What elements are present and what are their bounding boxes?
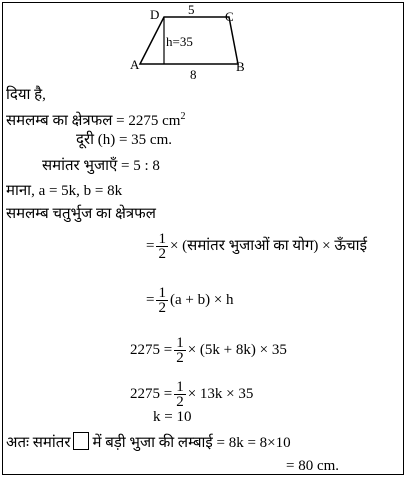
step2-rest: × 13k × 35: [187, 385, 254, 402]
numerator: 1: [158, 231, 166, 247]
fraction-half: [156, 286, 168, 315]
height-label: h=35: [166, 34, 193, 49]
fraction-half: [156, 232, 168, 261]
numerator: 1: [176, 379, 184, 395]
bottom-side-label: 8: [190, 67, 197, 80]
label-d: D: [150, 7, 160, 22]
denominator: 2: [158, 246, 166, 262]
conclusion-post: में बड़ी भुजा की लम्बाई = 8k = 8×10: [92, 435, 291, 451]
trap-area-line: समलम्ब चतुर्भुज का क्षेत्रफल: [6, 206, 156, 222]
conclusion-line: [6, 432, 291, 452]
area-text: समलम्ब का क्षेत्रफल = 2275 cm: [6, 113, 181, 129]
distance-line: दूरी (h) = 35 cm.: [76, 132, 173, 148]
fraction-half: [174, 380, 186, 409]
trapezium-symbol: [73, 432, 89, 450]
label-c: C: [225, 9, 234, 24]
ratio-line: समांतर भुजाएँ = 5 : 8: [42, 158, 160, 174]
formula1-eq: =: [146, 237, 155, 254]
step1: [130, 336, 287, 365]
numerator: 1: [176, 335, 184, 351]
numerator: 1: [158, 285, 166, 301]
formula2: [146, 286, 234, 315]
step2-lhs: 2275 =: [130, 385, 173, 402]
trapezium-diagram: [0, 0, 408, 80]
final-answer: = 80 cm.: [286, 458, 340, 474]
denominator: 2: [176, 394, 184, 410]
formula1-rest: × (समांतर भुजाओं का योग) × ऊँचाई: [169, 237, 367, 254]
area-line: [6, 108, 185, 130]
formula1: [146, 232, 367, 261]
step1-rest: × (5k + 8k) × 35: [187, 341, 287, 358]
step2: [130, 380, 253, 409]
formula2-eq: =: [146, 291, 155, 308]
denominator: 2: [176, 350, 184, 366]
label-a: A: [130, 57, 140, 72]
step1-lhs: 2275 =: [130, 341, 173, 358]
area-sup: 2: [180, 111, 186, 122]
fraction-half: [174, 336, 186, 365]
top-side-label: 5: [188, 2, 195, 17]
label-b: B: [236, 59, 245, 74]
assume-line: माना, a = 5k, b = 8k: [6, 183, 123, 199]
formula2-rest: (a + b) × h: [169, 291, 234, 308]
conclusion-pre: अतः समांतर: [6, 435, 71, 451]
denominator: 2: [158, 300, 166, 316]
k-value: k = 10: [153, 409, 192, 425]
given-line: दिया है,: [6, 87, 46, 103]
